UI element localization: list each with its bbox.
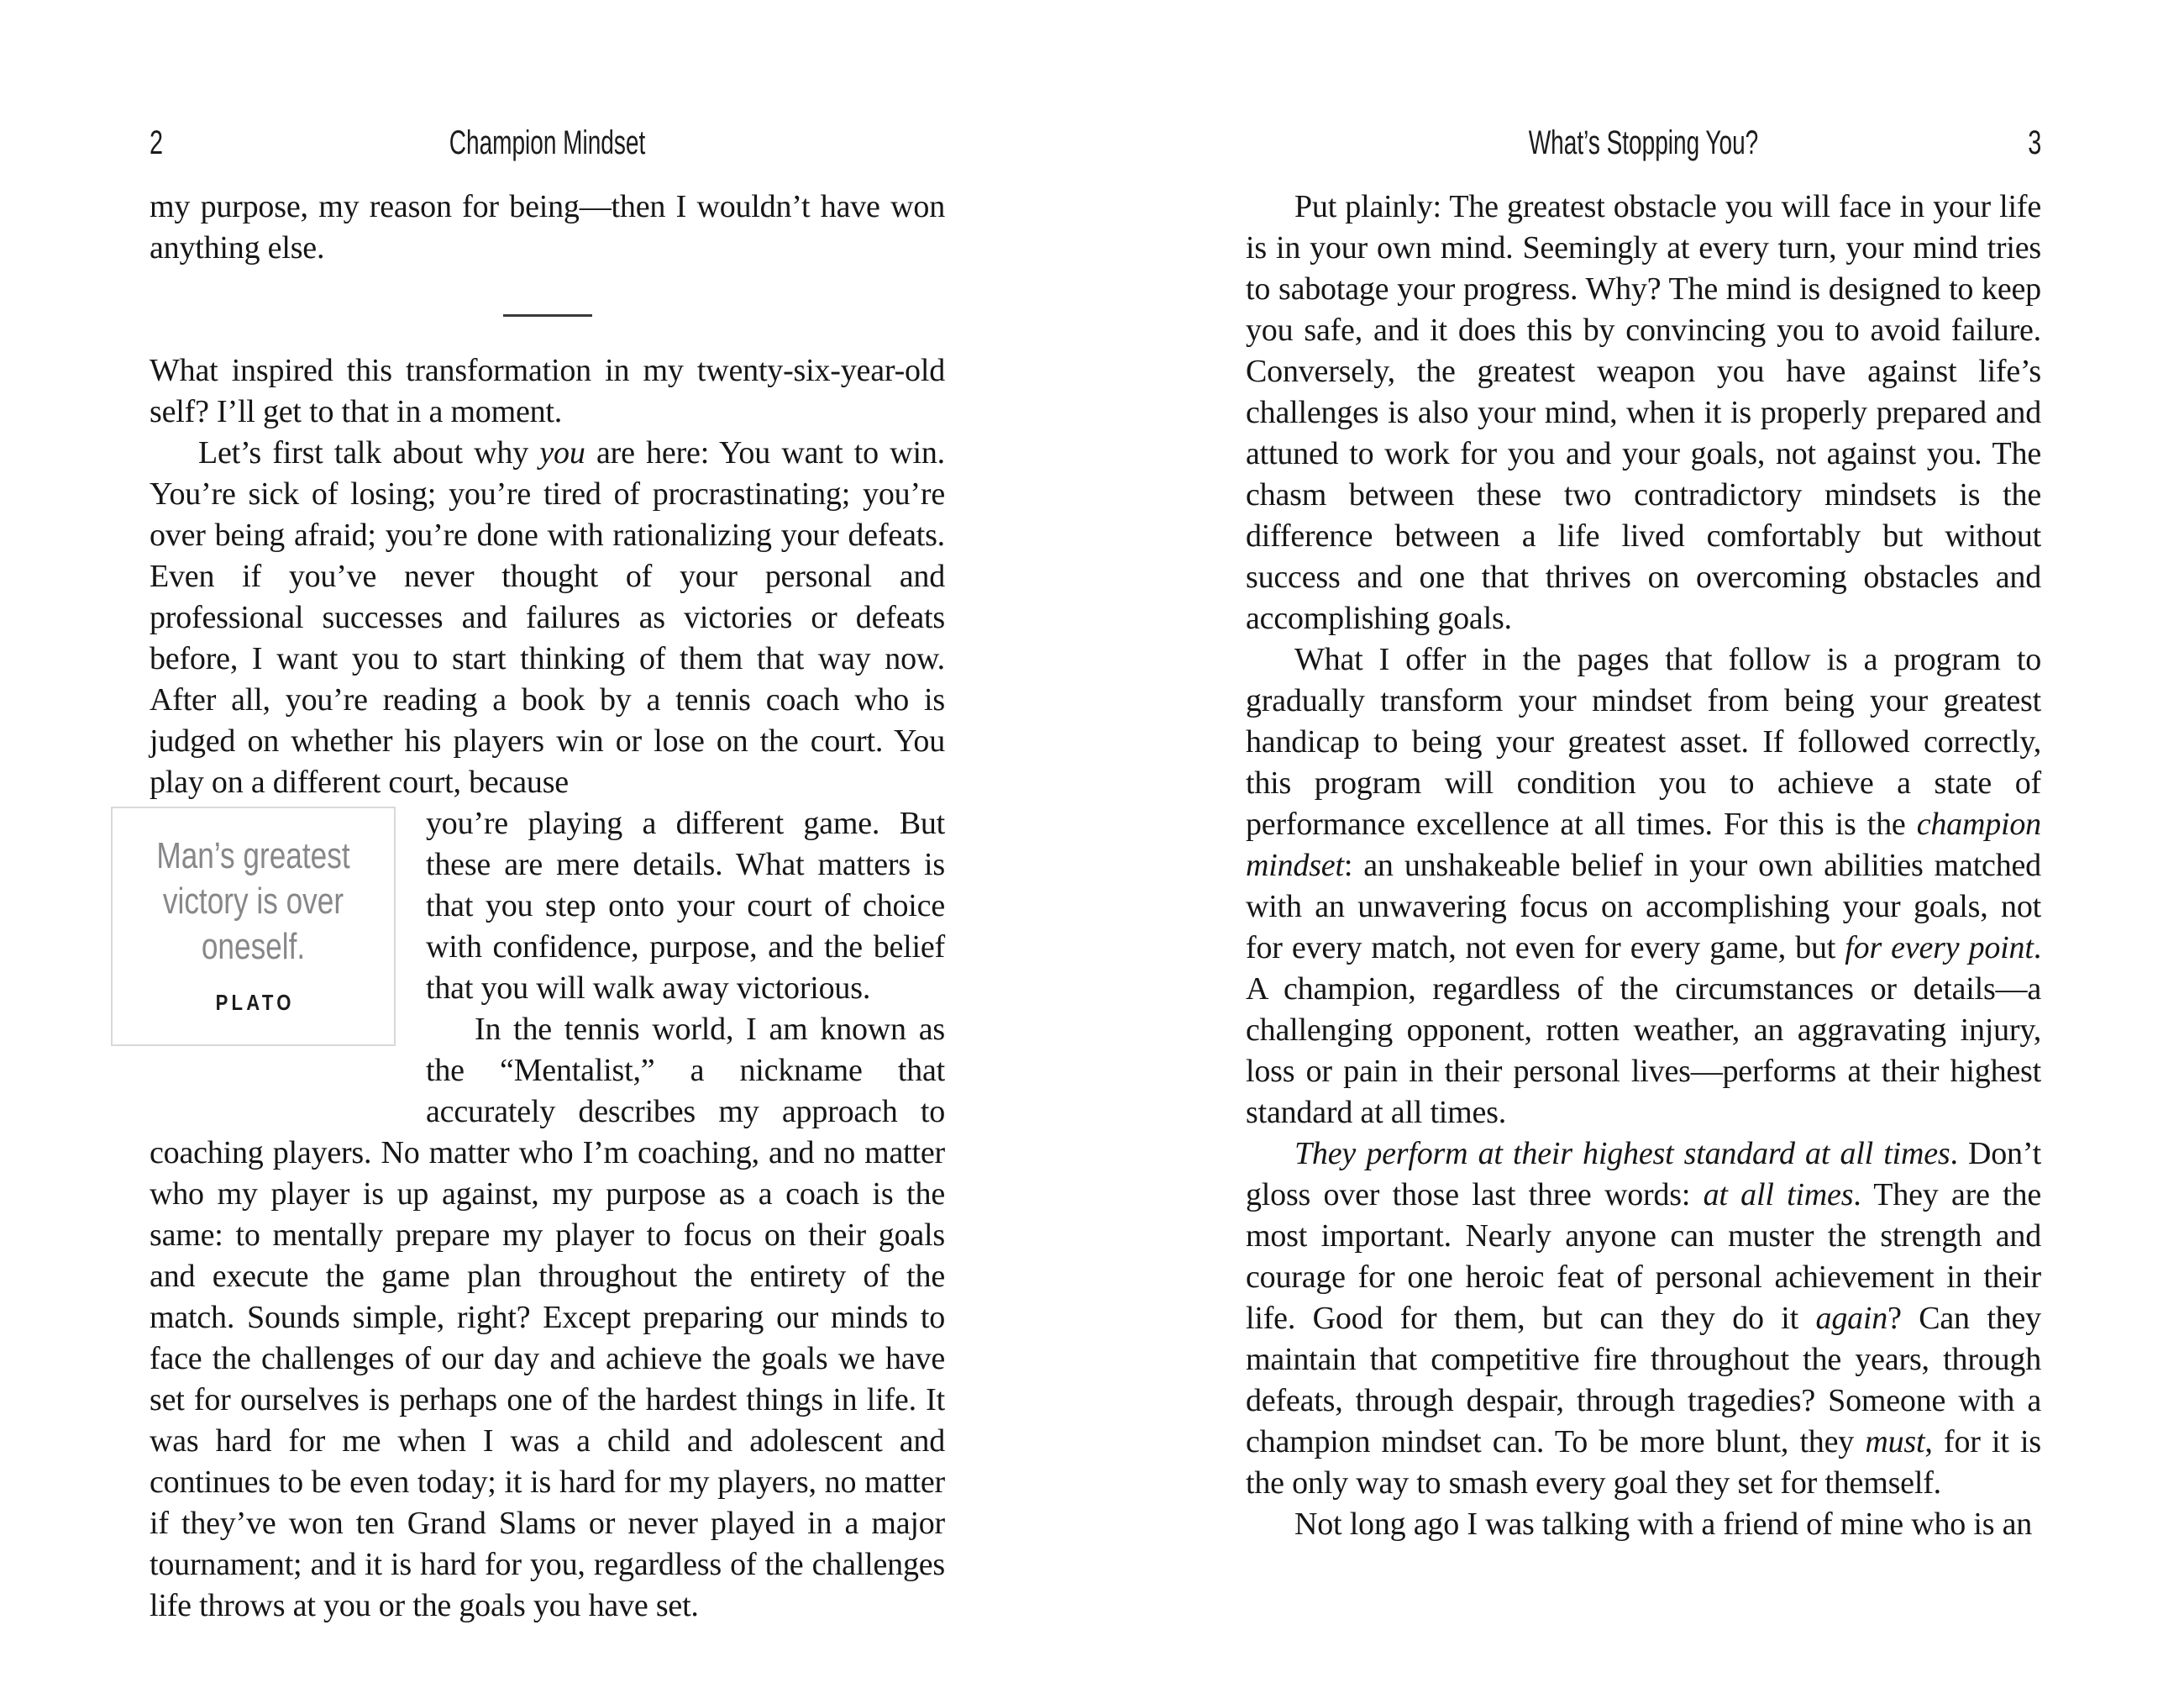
paragraph: They perform at their highest standard at all times. Don’t gloss over those last three words: at all times. They are the most important. Nearly anyone can muster the strength and courage for one heroic feat of personal achievement in their life. Good for them, but can they do it again? Can they maintain that competitive fire throughout the years, through defeats, through despair, through tragedies? Someone with a champion mindset can. To be more blunt, they must, for it is the only way to smash every goal they set for themself. [1246,1136,2042,1501]
page-left-header [150,124,945,161]
pull-quote-line: Man’s greatest [156,835,350,876]
page-right [1246,0,2041,1688]
page-left-body [150,187,945,1627]
pull-quote-text [149,833,358,970]
page-number: 3 [2027,124,2041,161]
page-right-body [1246,187,2041,1545]
paragraph: you’re playing a different game. But these are mere details. What matters is that you step onto your court of choice with confidence, purpose, and the belief that you will walk away victorious. [426,806,945,1006]
page-number: 2 [150,124,164,161]
running-head: Champion Mindset [449,124,646,161]
paragraph: my purpose, my reason for being—then I wouldn’t have won anything else. [150,189,945,266]
paragraph: What I offer in the pages that follow is a program to gradually transform your mindset from being your greatest handicap to being your greatest asset. If followed correctly, this program will condition you to achieve a state of performance excellence at all times. For this is the champion mindset: an unshakeable belief in your own abilities matched with an unwavering focus on accomplishing your goals, not for every match, not even for every game, but for every point. A champion, regardless of the circumstances or details—a challenging opponent, rotten weather, an aggravating injury, loss or pain in their personal lives—performs at their highest standard at all times. [1246,642,2041,1130]
pull-quote-attribution: PLATO [215,990,295,1015]
paragraph: Put plainly: The greatest obstacle you will face in your life is in your own mind. Seemingly at every turn, your mind tries to sabotage your progress. Why? The mind is designed to keep you safe, and it does this by convincing you to avoid failure. Conversely, the greatest weapon you have against life’s challenges is also your mind, when it is properly prepared and attuned to work for you and your goals, not against you. The chasm between these two contradictory mindsets is the difference between a life lived comfortably but without success and one that thrives on overcoming obstacles and accomplishing goals. [1246,189,2041,636]
section-divider [503,314,592,317]
running-head: What’s Stopping You? [1528,124,1759,161]
page-left [150,0,945,1688]
paragraph: What inspired this transformation in my twenty-six-year-old self? I’ll get to that in a moment. [150,353,945,429]
page-right-header [1246,124,2041,161]
pull-quote-line: oneself. [201,926,306,967]
pull-quote-line: victory is over [162,881,344,922]
paragraph: Let’s first talk about why you are here: You want to win. You’re sick of losing; you’re tired of procrastinating; you’re over being afraid; you’re done with rationalizing your defeats. Even if you’ve never thought of your personal and professional successes and failures as victories or defeats before, I want you to start thinking of them that way now. After all, you’re reading a book by a tennis coach who is judged on whether his players win or lose on the court. You play on a different court, because [150,435,945,800]
pull-quote-box [111,807,396,1046]
paragraph: Not long ago I was talking with a friend of mine who is an [1294,1507,2033,1542]
paragraph: In the tennis world, I am known as the “Mentalist,” a nickname that accurately describes my approach to coaching players. No matter who I’m coaching, and no matter who my player is up against, my purpose as a coach is the same: to mentally prepare my player to focus on their goals and execute the game plan throughout the entirety of the match. Sounds simple, right? Except preparing our minds to face the challenges of our day and achieve the goals we have set for ourselves is perhaps one of the hardest things in life. It was hard for me when I was a child and adolescent and continues to be even today; it is hard for my players, no matter if they’ve won ten Grand Slams or never played in a major tournament; and it is hard for you, regardless of the challenges life throws at you or the goals you have set. [150,1012,945,1623]
